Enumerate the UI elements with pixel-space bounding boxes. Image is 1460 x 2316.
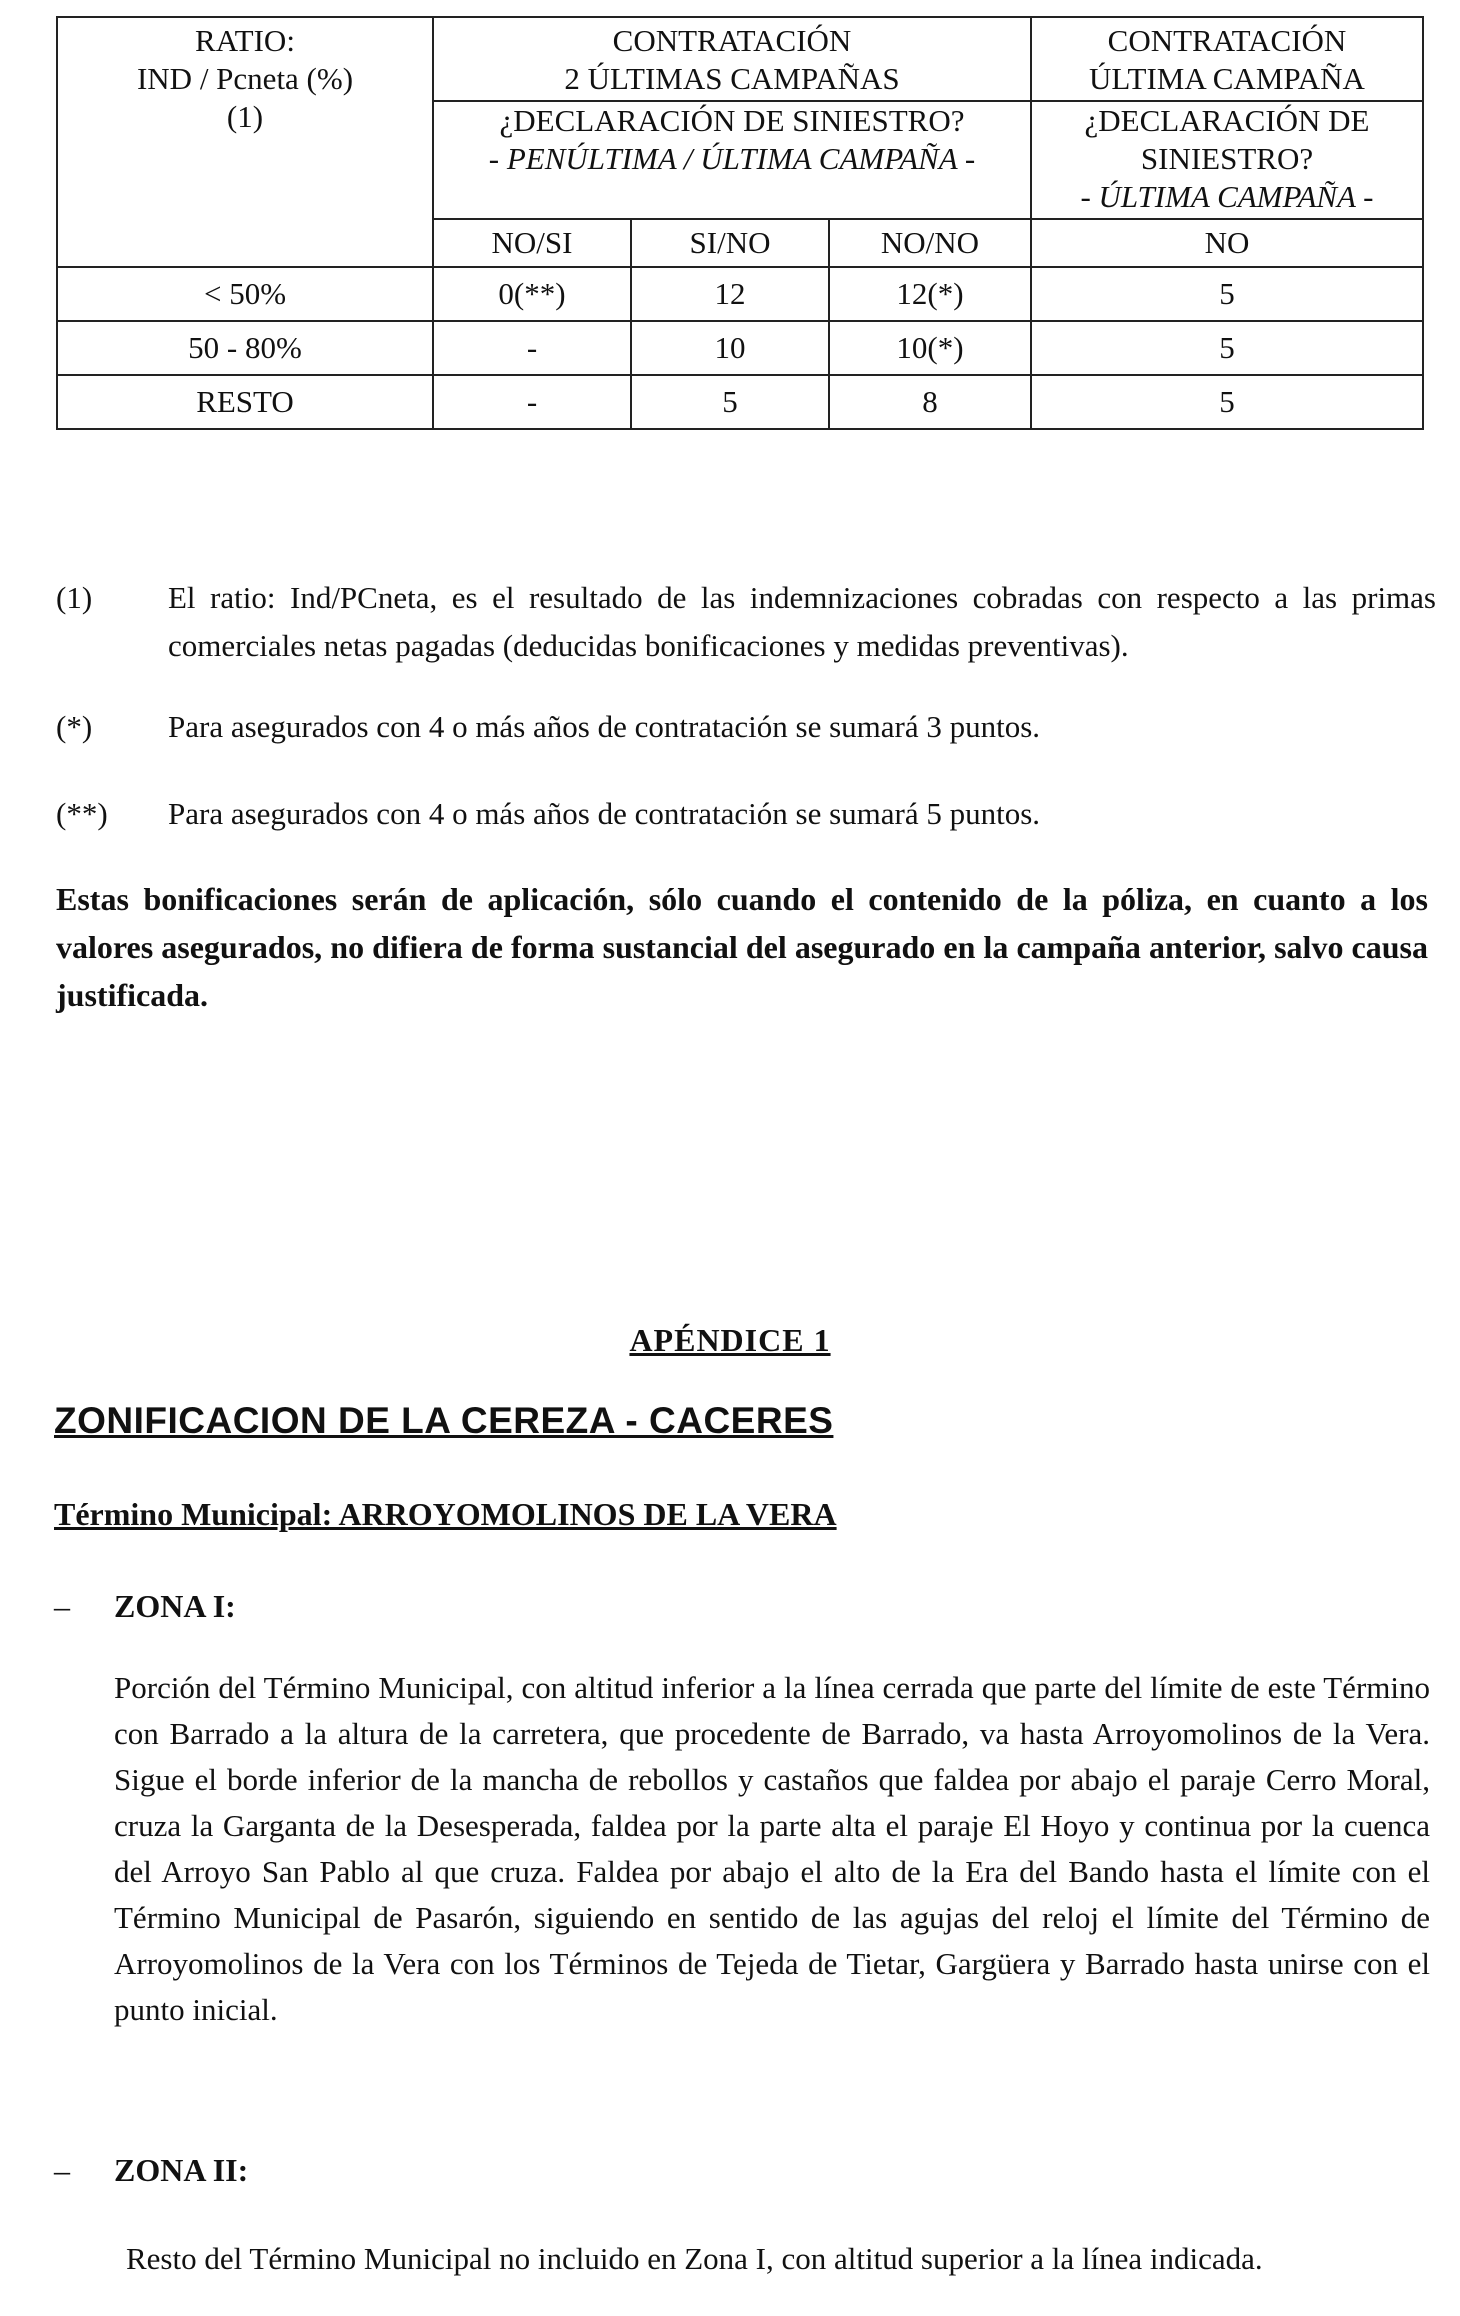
footnote-mark: (*)	[56, 709, 93, 744]
footnote-asterisk	[56, 703, 1436, 751]
subheader-cell: NO	[1031, 219, 1423, 267]
subheader-cell: SI/NO	[631, 219, 829, 267]
value-cell: 10(*)	[829, 321, 1031, 375]
value-cell: 5	[1031, 267, 1423, 321]
table-row	[57, 375, 1423, 429]
value-cell: 0(**)	[433, 267, 631, 321]
header-ratio-line: (1)	[226, 99, 264, 134]
question-two-line: ¿DECLARACIÓN DE SINIESTRO?	[499, 103, 965, 138]
header-ratio-line: RATIO:	[195, 23, 295, 58]
value-cell: -	[433, 375, 631, 429]
table-row	[57, 267, 1423, 321]
ratio-cell: < 50%	[57, 267, 433, 321]
table-header-row	[57, 17, 1423, 101]
footnote-text: Para asegurados con 4 o más años de contratación se sumará 5 puntos.	[168, 796, 1041, 831]
bonus-ratio-table	[56, 16, 1424, 430]
zone-label-text: ZONA II:	[114, 2152, 249, 2188]
value-cell: 12	[631, 267, 829, 321]
zonification-title: ZONIFICACION DE LA CEREZA - CACERES	[54, 1400, 834, 1441]
header-last-line: CONTRATACIÓN	[1107, 23, 1347, 58]
value-cell: 5	[1031, 321, 1423, 375]
subheader-cell: NO/SI	[433, 219, 631, 267]
table-row	[57, 321, 1423, 375]
zone-1-label	[54, 1588, 236, 1625]
value-cell: 5	[631, 375, 829, 429]
question-last-line: ¿DECLARACIÓN DE	[1084, 103, 1370, 138]
footnote-text: El ratio: Ind/PCneta, es el resultado de las indemnizaciones cobradas con respecto a las primas comerciales netas pagadas (deducidas bonificaciones y medidas preventivas).	[168, 580, 1436, 663]
footnote-text: Para asegurados con 4 o más años de contratación se sumará 3 puntos.	[168, 709, 1041, 744]
question-last-cell	[1031, 101, 1423, 219]
appendix-title: APÉNDICE 1	[629, 1322, 831, 1358]
header-last-campaign-cell	[1031, 17, 1423, 101]
zone-2-label	[54, 2152, 248, 2189]
header-two-line: 2 ÚLTIMAS CAMPAÑAS	[564, 61, 900, 96]
header-two-line: CONTRATACIÓN	[612, 23, 852, 58]
header-ratio-line: IND / Pcneta (%)	[136, 61, 354, 96]
value-cell: 10	[631, 321, 829, 375]
footnote-double-asterisk	[56, 790, 1436, 838]
footnote-1	[56, 574, 1436, 670]
ratio-cell: RESTO	[57, 375, 433, 429]
bonus-condition-paragraph: Estas bonificaciones serán de aplicación, sólo cuando el contenido de la póliza, en cuanto a los valores asegurados, no difiera de forma sustancial del asegurado en la campaña anterior, salvo causa justificada.	[56, 881, 1428, 1013]
value-cell: 12(*)	[829, 267, 1031, 321]
header-last-line: ÚLTIMA CAMPAÑA	[1089, 61, 1365, 96]
question-last-period: - ÚLTIMA CAMPAÑA -	[1080, 179, 1374, 214]
value-cell: 8	[829, 375, 1031, 429]
footnote-mark: (1)	[56, 580, 93, 615]
value-cell: 5	[1031, 375, 1423, 429]
municipality-heading: Término Municipal: ARROYOMOLINOS DE LA VERA	[54, 1496, 837, 1532]
subheader-cell: NO/NO	[829, 219, 1031, 267]
header-ratio-cell	[57, 17, 433, 267]
value-cell: -	[433, 321, 631, 375]
zone-2-description: Resto del Término Municipal no incluido en Zona I, con altitud superior a la línea indicada.	[126, 2241, 1263, 2276]
list-dash: –	[54, 2152, 70, 2188]
zone-1-description: Porción del Término Municipal, con altitud inferior a la línea cerrada que parte del límite de este Término con Barrado a la altura de la carretera, que procedente de Barrado, va hasta Arroyomolinos de la Vera. Sigue el borde inferior de la mancha de rebollos y castaños que faldea por abajo el paraje Cerro Moral, cruza la Garganta de la Desesperada, faldea por la parte alta el paraje El Hoyo y continua por la cuenca del Arroyo San Pablo al que cruza. Faldea por abajo el alto de la Era del Bando hasta el límite con el Término Municipal de Pasarón, siguiendo en sentido de las agujas del reloj el límite del Término de Arroyomolinos de la Vera con los Términos de Tejeda de Tietar, Gargüera y Barrado hasta unirse con el punto inicial.	[114, 1670, 1430, 2027]
ratio-cell: 50 - 80%	[57, 321, 433, 375]
zone-label-text: ZONA I:	[114, 1588, 236, 1624]
header-two-campaigns-cell	[433, 17, 1031, 101]
question-two-period: - PENÚLTIMA / ÚLTIMA CAMPAÑA -	[488, 141, 976, 176]
list-dash: –	[54, 1588, 70, 1624]
footnote-mark: (**)	[56, 796, 108, 831]
question-two-cell	[433, 101, 1031, 219]
question-last-line: SINIESTRO?	[1140, 141, 1314, 176]
